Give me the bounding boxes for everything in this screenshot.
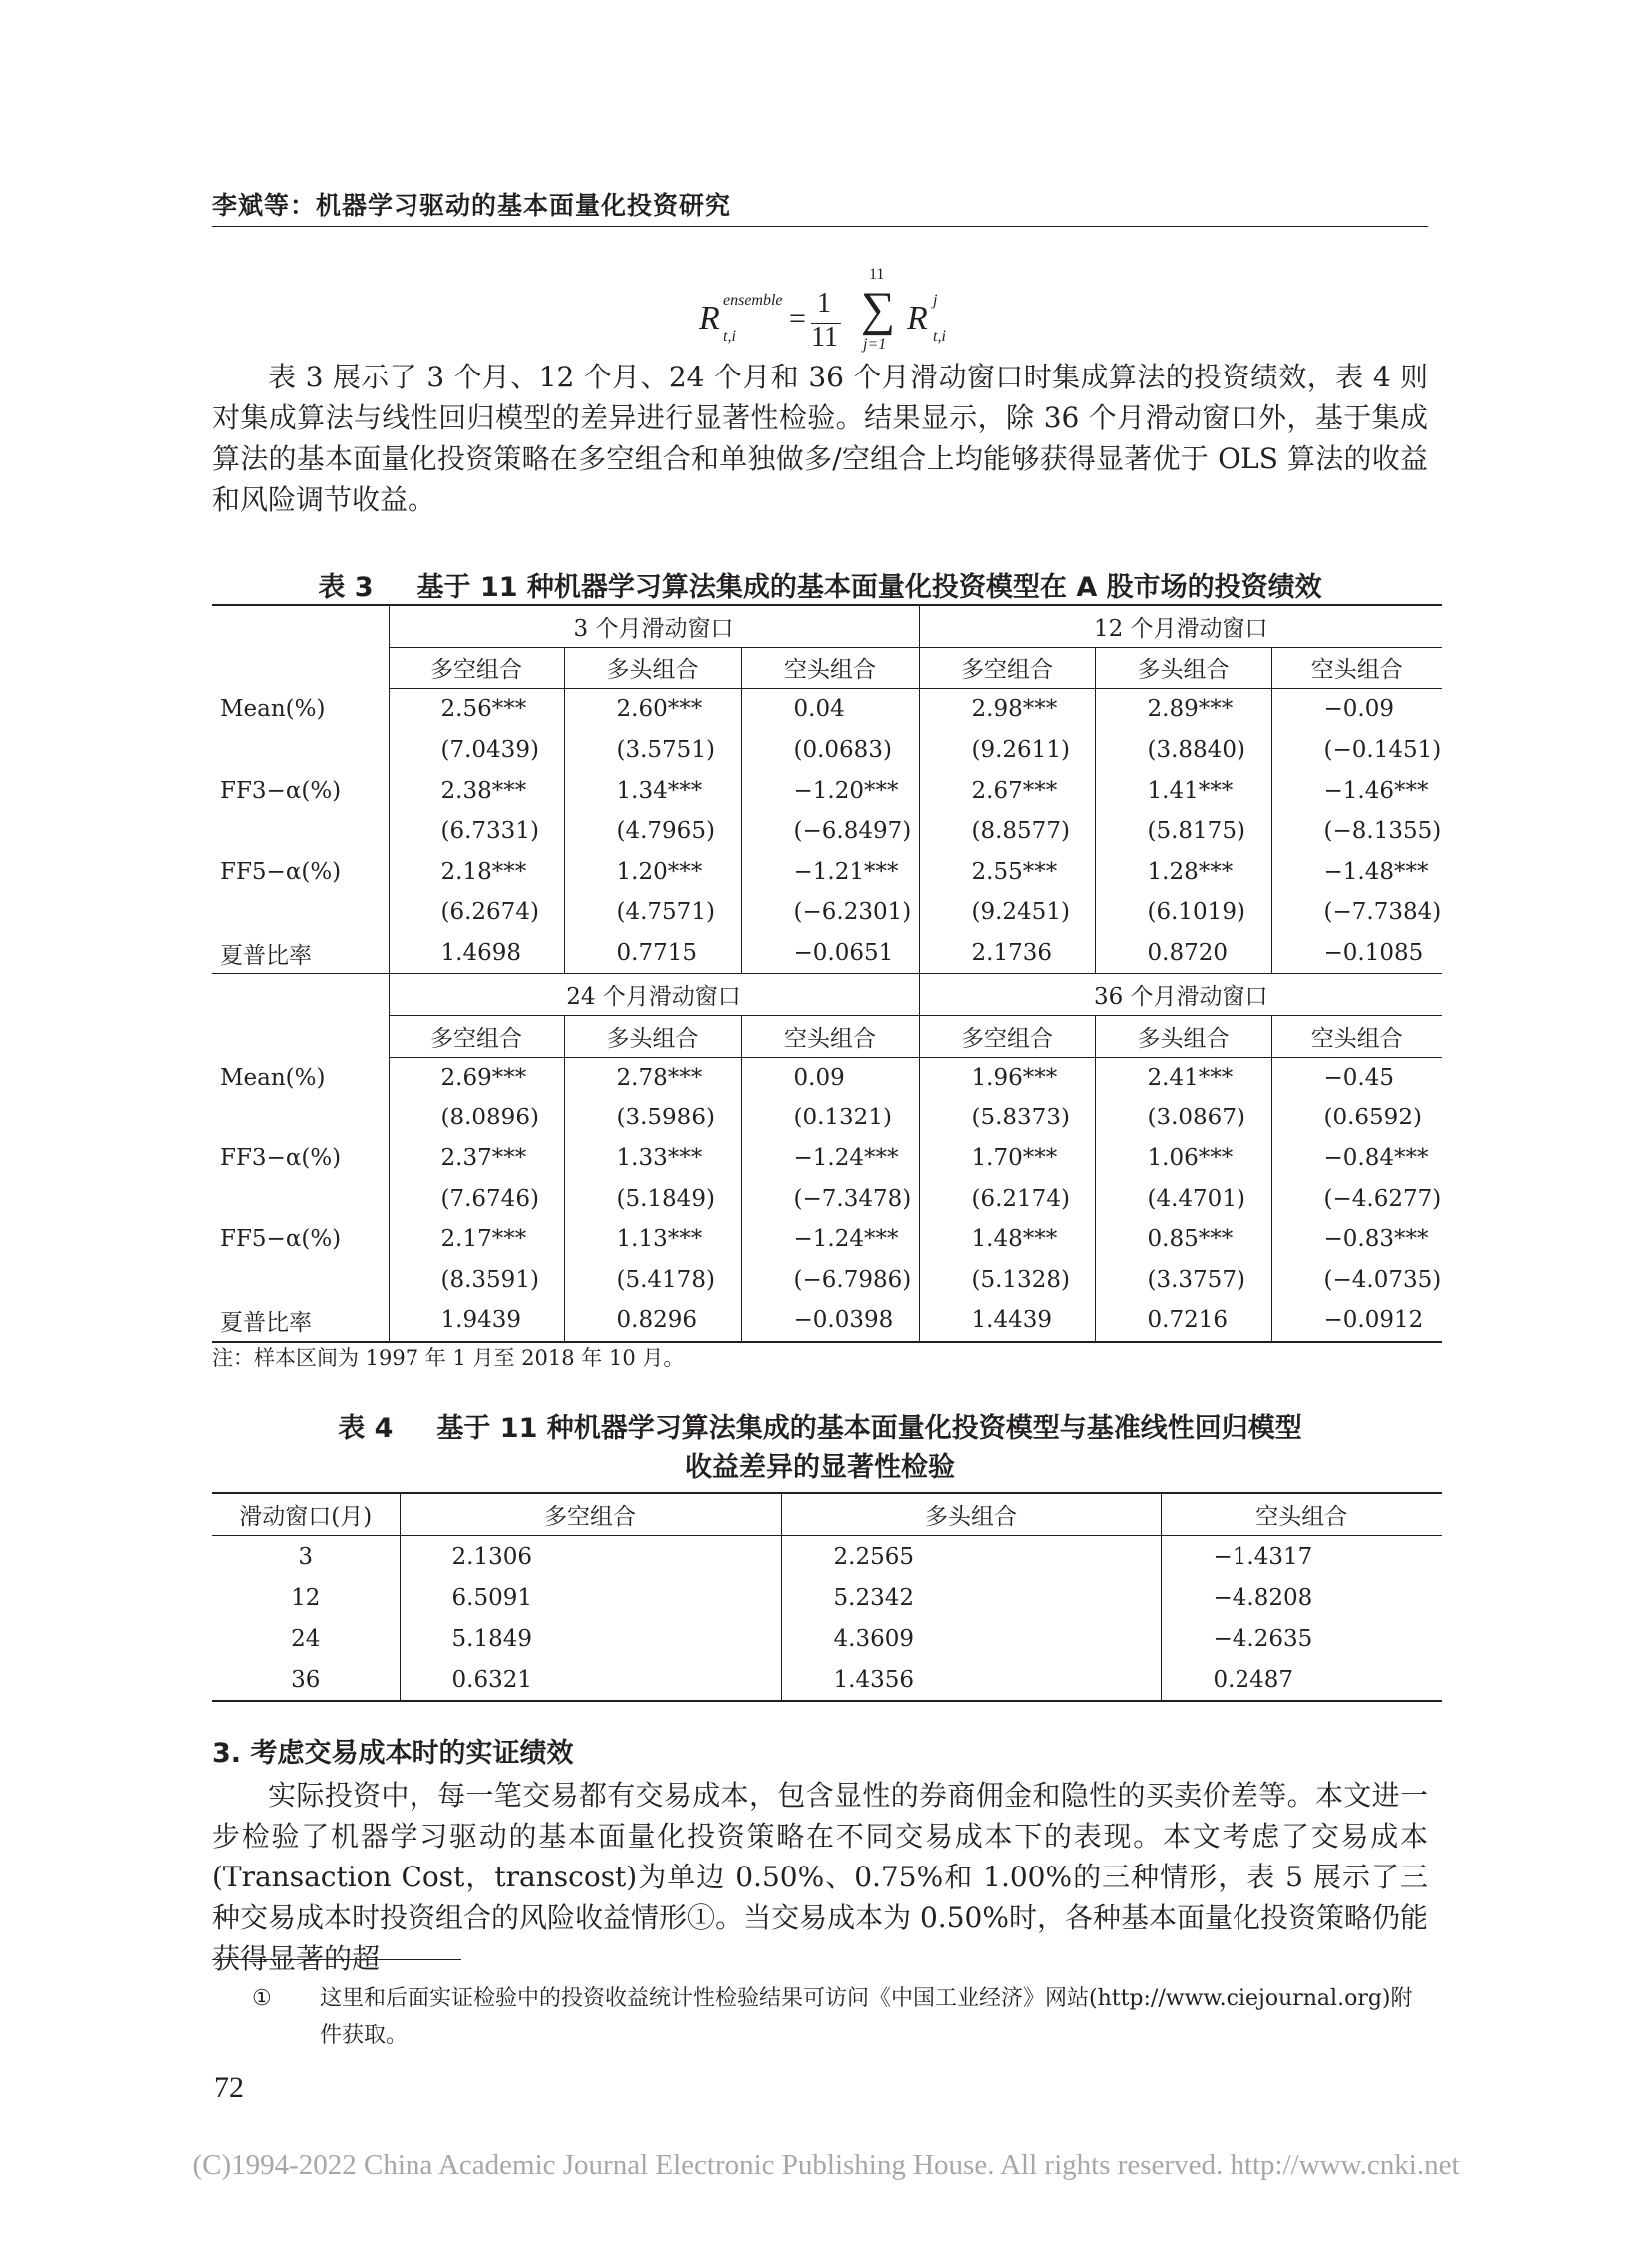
table-row [212, 1219, 1442, 1260]
table3-window-header: 12 个月滑动窗口 [919, 605, 1442, 647]
table3-cell: −0.45 [1323, 1064, 1394, 1091]
table3-cell: (5.8373) [919, 1098, 1095, 1138]
table3-cell: 1.9439 [389, 1300, 564, 1342]
table3-col-header: 多头组合 [564, 647, 741, 689]
table3-cell: (3.3757) [1095, 1260, 1271, 1301]
table3-col-header: 多空组合 [389, 647, 564, 689]
table3-cell: (8.3591) [389, 1260, 564, 1301]
table3-cell: 1.06*** [1095, 1138, 1271, 1179]
header-rule [212, 226, 1428, 227]
table3-cell: (8.0896) [389, 1098, 564, 1138]
table3-row-label: Mean(%) [212, 689, 389, 730]
table3-cell: 0.04 [741, 689, 919, 730]
table3-col-header: 多头组合 [564, 1015, 741, 1057]
table4-cell: 0.6321 [400, 1659, 781, 1701]
table3-cell: (4.7965) [564, 811, 741, 852]
eq-rhs-base: R [907, 300, 928, 337]
table-row [212, 1300, 1442, 1342]
table3-note: 注：样本区间为 1997 年 1 月至 2018 年 10 月。 [212, 1346, 685, 1370]
table3-cell: 0.8720 [1095, 933, 1271, 974]
eq-frac-num: 1 [817, 288, 831, 319]
table3-cell: (0.0683) [741, 730, 919, 771]
table3-window-header-row [212, 974, 1442, 1016]
table3-cell: 1.4439 [919, 1300, 1095, 1342]
table3-cell: 2.78*** [564, 1057, 741, 1098]
table3-cell: 0.85*** [1095, 1219, 1271, 1260]
table3-cell: 2.56*** [389, 689, 564, 730]
table3-col-header-row [212, 647, 1442, 689]
table3-cell: (−0.1451) [1323, 737, 1442, 764]
table3-window-header-row [212, 605, 1442, 647]
table3-cell: (−7.3478) [741, 1178, 919, 1219]
table3-cell: 2.17*** [389, 1219, 564, 1260]
table3-cell: 1.13*** [564, 1219, 741, 1260]
table3-cell: 2.41*** [1095, 1057, 1271, 1098]
table3-row-label [212, 1178, 389, 1219]
table3-row-label: 夏普比率 [212, 933, 389, 974]
table-row [212, 1057, 1442, 1098]
table3-row-label [212, 730, 389, 771]
table3-col-header: 多空组合 [919, 647, 1095, 689]
table3-row-label [212, 811, 389, 852]
table4-col-header: 空头组合 [1161, 1493, 1442, 1536]
table3-cell: 1.70*** [919, 1138, 1095, 1179]
table-row [212, 1618, 1442, 1659]
table4-cell: 0.2487 [1161, 1659, 1442, 1701]
table3-cell: (−6.2301) [741, 892, 919, 933]
table3-cell: 2.1736 [919, 933, 1095, 974]
table3-stub [212, 974, 389, 1057]
table-row [212, 1138, 1442, 1179]
table4-title-line2: 收益差异的显著性检验 [685, 1452, 955, 1483]
table-row [212, 1098, 1442, 1138]
table3-caption [212, 565, 1428, 604]
table3-cell: −0.0398 [741, 1300, 919, 1342]
table3-cell: (5.1849) [564, 1178, 741, 1219]
table3-cell: (0.1321) [741, 1098, 919, 1138]
table-row [212, 1577, 1442, 1618]
ensemble-equation [689, 266, 989, 360]
table4-title-line1: 基于 11 种机器学习算法集成的基本面量化投资模型与基准线性回归模型 [436, 1413, 1302, 1444]
table3-cell: 2.98*** [919, 689, 1095, 730]
eq-lhs-sub: t,i [723, 328, 736, 345]
table3-cell: −0.09 [1323, 696, 1394, 723]
table3 [212, 604, 1442, 1343]
eq-rhs-sup: j [933, 292, 938, 309]
table4-cell: 4.3609 [781, 1618, 1161, 1659]
table3-row-label: FF3−α(%) [212, 770, 389, 811]
table3-row-label: FF5−α(%) [212, 1219, 389, 1260]
eq-rhs-sub: t,i [933, 328, 946, 345]
section-heading: 3. 考虑交易成本时的实证绩效 [212, 1738, 574, 1769]
table3-cell: −1.48*** [1323, 858, 1429, 885]
table4-col-header: 多头组合 [781, 1493, 1161, 1536]
table3-window-header: 24 个月滑动窗口 [389, 974, 919, 1016]
table4-cell: 2.2565 [781, 1536, 1161, 1578]
eq-equals: = [789, 302, 806, 335]
table4-label: 表 4 [338, 1413, 394, 1444]
table3-cell: −1.24*** [741, 1219, 919, 1260]
table4-cell: 24 [212, 1618, 400, 1659]
table3-cell: (6.2674) [389, 892, 564, 933]
table3-cell: (−6.8497) [741, 811, 919, 852]
table-row [212, 1260, 1442, 1301]
table3-cell: (6.1019) [1095, 892, 1271, 933]
table3-col-header: 多空组合 [389, 1015, 564, 1057]
table3-cell: 2.37*** [389, 1138, 564, 1179]
copyright-notice: (C)1994-2022 China Academic Journal Electronic Publishing House. All rights reserved. http://www.cnki.net [192, 2149, 1460, 2181]
table3-cell: (5.1328) [919, 1260, 1095, 1301]
table3-cell: 2.67*** [919, 770, 1095, 811]
table3-row-label [212, 892, 389, 933]
table-row [212, 852, 1442, 893]
footnote-marker: ① [252, 1986, 272, 2011]
table3-cell: (−8.1355) [1323, 818, 1442, 845]
table3-label: 表 3 [318, 572, 374, 603]
eq-sum-upper: 11 [869, 266, 885, 283]
table3-col-header: 多空组合 [919, 1015, 1095, 1057]
table3-cell: (3.5751) [564, 730, 741, 771]
table3-window-header: 3 个月滑动窗口 [389, 605, 919, 647]
table3-cell: (7.6746) [389, 1178, 564, 1219]
table-row [212, 1536, 1442, 1578]
table4-cell: 6.5091 [400, 1577, 781, 1618]
table3-cell: (3.5986) [564, 1098, 741, 1138]
table3-cell: (3.0867) [1095, 1098, 1271, 1138]
table3-cell: 1.96*** [919, 1057, 1095, 1098]
table3-cell: (−4.0735) [1323, 1266, 1442, 1293]
table3-cell: (−6.7986) [741, 1260, 919, 1301]
table3-cell: (5.4178) [564, 1260, 741, 1301]
table3-cell: 2.60*** [564, 689, 741, 730]
table3-row-label: FF3−α(%) [212, 1138, 389, 1179]
table3-cell: −0.0651 [741, 933, 919, 974]
table3-row-label: Mean(%) [212, 1057, 389, 1098]
table3-col-header: 空头组合 [741, 1015, 919, 1057]
eq-sum-lower: j=1 [863, 336, 887, 353]
table3-cell: 1.33*** [564, 1138, 741, 1179]
table3-cell: 2.18*** [389, 852, 564, 893]
table4-cell: 36 [212, 1659, 400, 1701]
table4-cell: −4.2635 [1213, 1625, 1313, 1652]
table3-col-header: 空头组合 [741, 647, 919, 689]
table4-col-header: 滑动窗口(月) [212, 1493, 400, 1536]
table4-cell: 3 [212, 1536, 400, 1578]
table3-cell: −1.24*** [741, 1138, 919, 1179]
table3-title: 基于 11 种机器学习算法集成的基本面量化投资模型在 A 股市场的投资绩效 [416, 572, 1322, 603]
table3-cell: −0.83*** [1323, 1226, 1429, 1253]
table4-caption [212, 1406, 1428, 1445]
table3-cell: (−4.6277) [1323, 1185, 1442, 1212]
table3-cell: 1.28*** [1095, 852, 1271, 893]
table3-stub [212, 605, 389, 689]
table-row [212, 811, 1442, 852]
table4-cell: 12 [212, 1577, 400, 1618]
table3-cell: 1.4698 [389, 933, 564, 974]
table3-row-label [212, 1260, 389, 1301]
table3-cell: 0.09 [741, 1057, 919, 1098]
table3-cell: −1.21*** [741, 852, 919, 893]
table-row [212, 689, 1442, 730]
table3-cell: (7.0439) [389, 730, 564, 771]
table3-cell: 1.41*** [1095, 770, 1271, 811]
table3-cell: (4.7571) [564, 892, 741, 933]
table-row [212, 933, 1442, 974]
table3-col-header: 空头组合 [1271, 647, 1442, 689]
table3-cell: (9.2451) [919, 892, 1095, 933]
table-row [212, 1178, 1442, 1219]
table3-cell: 2.89*** [1095, 689, 1271, 730]
body-paragraph-2: 实际投资中，每一笔交易都有交易成本，包含显性的券商佣金和隐性的买卖价差等。本文进一步检验了机器学习驱动的基本面量化投资策略在不同交易成本下的表现。本文考虑了交易成本(Transaction Cost，transcost)为单边 0.50%、0.75%和 1.00%的三种情形，表 5 展示了三种交易成本时投资组合的风险收益情形①。当交易成本为 0.50%时，各种基本面量化投资策略仍能获得显著的超 [212, 1779, 1428, 1975]
table3-cell: −0.1085 [1271, 933, 1442, 974]
table4-cell: 5.1849 [400, 1618, 781, 1659]
running-head: 李斌等：机器学习驱动的基本面量化投资研究 [212, 191, 732, 220]
table3-cell: (4.4701) [1095, 1178, 1271, 1219]
table3-row-label: 夏普比率 [212, 1300, 389, 1342]
table3-cell: 2.55*** [919, 852, 1095, 893]
table4-cell: 5.2342 [781, 1577, 1161, 1618]
page-number: 72 [214, 2071, 244, 2104]
table4-cell: −4.8208 [1213, 1584, 1313, 1611]
table4-col-header: 多空组合 [400, 1493, 781, 1536]
table3-cell: 1.34*** [564, 770, 741, 811]
table4-cell: −1.4317 [1213, 1543, 1313, 1570]
table4 [212, 1492, 1442, 1702]
eq-lhs-sup: ensemble [723, 292, 783, 309]
eq-lhs-base: R [699, 300, 720, 337]
table3-cell: (6.2174) [919, 1178, 1095, 1219]
footnote-rule [212, 1959, 461, 1960]
table-row [212, 1659, 1442, 1701]
table-row [212, 892, 1442, 933]
table3-cell: 0.7216 [1095, 1300, 1271, 1342]
table3-col-header: 多头组合 [1095, 1015, 1271, 1057]
table3-col-header-row [212, 1015, 1442, 1057]
table3-cell: −1.46*** [1323, 777, 1429, 804]
table-row [212, 770, 1442, 811]
table3-cell: (0.6592) [1323, 1105, 1422, 1131]
table-row [212, 730, 1442, 771]
table3-cell: (9.2611) [919, 730, 1095, 771]
eq-sum-symbol: ∑ [861, 283, 896, 336]
table3-col-header: 空头组合 [1271, 1015, 1442, 1057]
table4-cell: 1.4356 [781, 1659, 1161, 1701]
table3-cell: −0.84*** [1323, 1145, 1429, 1172]
table3-cell: 2.69*** [389, 1057, 564, 1098]
table4-header-row [212, 1493, 1442, 1536]
table3-cell: 0.8296 [564, 1300, 741, 1342]
table3-cell: 0.7715 [564, 933, 741, 974]
eq-frac-den: 11 [811, 322, 838, 353]
table3-cell: −1.20*** [741, 770, 919, 811]
table3-cell: 1.20*** [564, 852, 741, 893]
footnote-text: 这里和后面实证检验中的投资收益统计性检验结果可访问《中国工业经济》网站(http://www.ciejournal.org)附件获取。 [320, 1986, 1413, 2048]
table4-cell: 2.1306 [400, 1536, 781, 1578]
footnote [212, 1980, 1428, 2054]
table3-cell: 1.48*** [919, 1219, 1095, 1260]
table3-row-label [212, 1098, 389, 1138]
table3-cell: (3.8840) [1095, 730, 1271, 771]
table3-col-header: 多头组合 [1095, 647, 1271, 689]
table3-cell: (5.8175) [1095, 811, 1271, 852]
table3-cell: (6.7331) [389, 811, 564, 852]
table3-window-header: 36 个月滑动窗口 [919, 974, 1442, 1016]
body-paragraph-1: 表 3 展示了 3 个月、12 个月、24 个月和 36 个月滑动窗口时集成算法的投资绩效，表 4 则对集成算法与线性回归模型的差异进行显著性检验。结果显示，除 36 个月滑动窗口外，基于集成算法的基本面量化投资策略在多空组合和单独做多/空组合上均能够获得显著优于 OLS 算法的收益和风险调节收益。 [212, 361, 1428, 516]
table3-row-label: FF5−α(%) [212, 852, 389, 893]
table3-cell: (−7.7384) [1323, 899, 1442, 926]
table3-cell: (8.8577) [919, 811, 1095, 852]
table3-cell: 2.38*** [389, 770, 564, 811]
table3-cell: −0.0912 [1271, 1300, 1442, 1342]
